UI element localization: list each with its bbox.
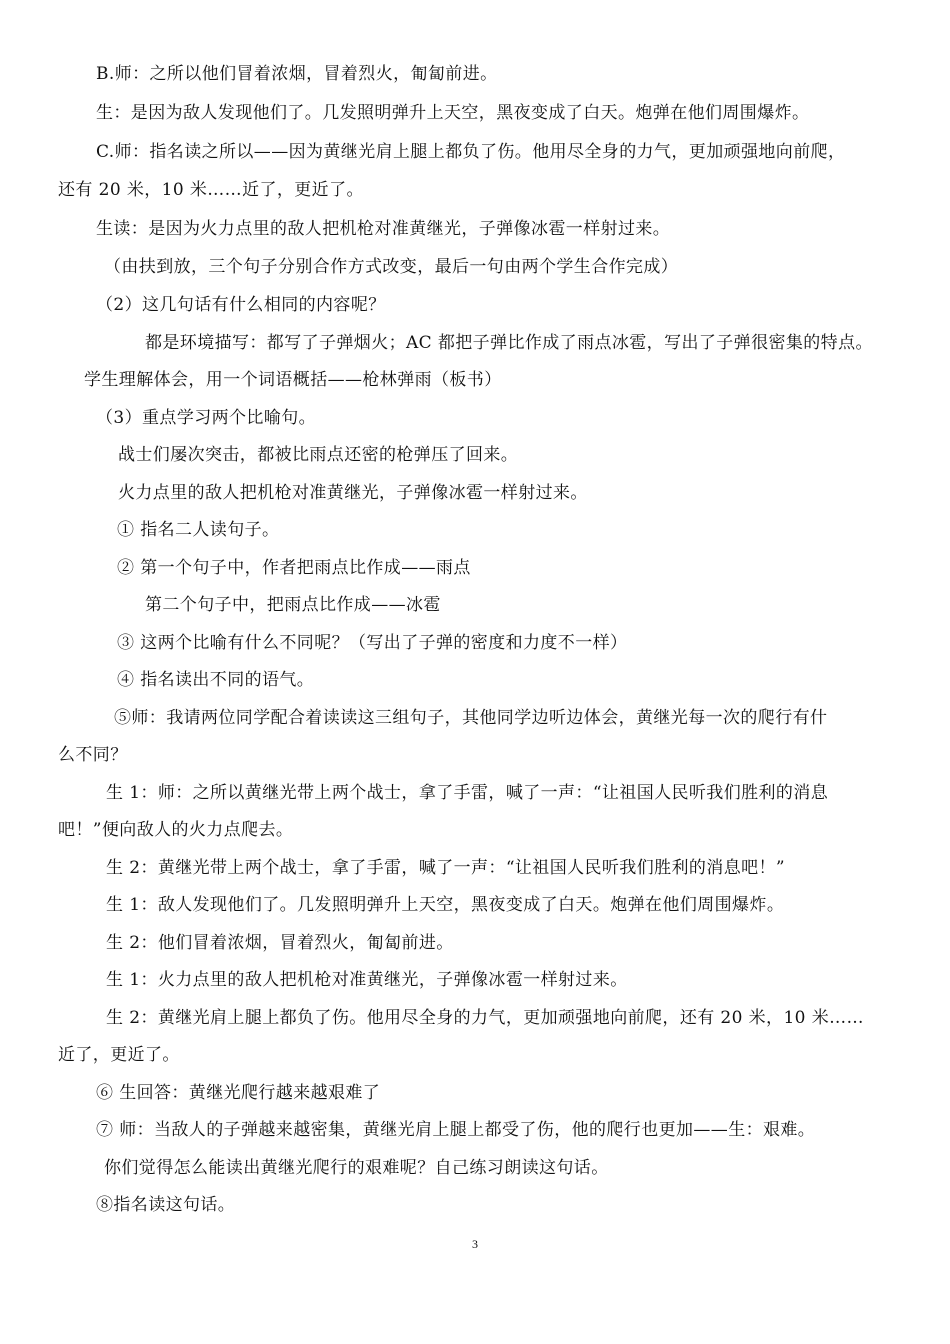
dialogue-s1-a-cont: 吧！”便向敌人的火力点爬去。	[58, 820, 294, 840]
step-8: ⑧指名读这句话。	[96, 1195, 236, 1215]
dialogue-s1-a: 生 1：师：之所以黄继光带上两个战士，拿了手雷，喊了一声：“让祖国人民听我们胜利的消息	[106, 783, 829, 803]
dialogue-s1-b: 生 1：敌人发现他们了。几发照明弹升上天空，黑夜变成了白天。炮弹在他们周围爆炸。	[106, 895, 785, 915]
step-1: ① 指名二人读句子。	[117, 520, 280, 540]
dialogue-s1-c: 生 1：火力点里的敌人把机枪对准黄继光，子弹像冰雹一样射过来。	[106, 970, 628, 990]
example-sentence-1: 战士们屡次突击，都被比雨点还密的枪弹压了回来。	[118, 445, 519, 465]
dialogue-s2-b: 生 2：他们冒着浓烟，冒着烈火，匍匐前进。	[106, 933, 454, 953]
page-number: 3	[472, 1237, 478, 1251]
step-2-cont: 第二个句子中，把雨点比作成——冰雹	[145, 595, 441, 615]
paragraph-c-teacher-cont: 还有 20 米，10 米……近了，更近了。	[58, 180, 364, 200]
step-4: ④ 指名读出不同的语气。	[117, 670, 315, 690]
dialogue-s2-c: 生 2：黄继光肩上腿上都负了伤。他用尽全身的力气，更加顽强地向前爬，还有 20 米，10 米……	[106, 1008, 864, 1028]
step-5: ⑤师：我请两位同学配合着读读这三组句子，其他同学边听边体会，黄继光每一次的爬行有什	[114, 708, 828, 728]
paragraph-b-teacher: B.师：之所以他们冒着浓烟，冒着烈火，匍匐前进。	[96, 64, 498, 84]
dialogue-s2-a: 生 2：黄继光带上两个战士，拿了手雷，喊了一声：“让祖国人民听我们胜利的消息吧！”	[106, 858, 785, 878]
step-6: ⑥ 生回答：黄继光爬行越来越艰难了	[96, 1083, 381, 1103]
paragraph-summary: 学生理解体会，用一个词语概括——枪林弹雨（板书）	[84, 370, 502, 390]
paragraph-answer-2: 都是环境描写：都写了子弹烟火；AC 都把子弹比作成了雨点冰雹，写出了子弹很密集的特点。	[145, 333, 873, 353]
paragraph-note: （由扶到放，三个句子分别合作方式改变，最后一句由两个学生合作完成）	[104, 257, 679, 277]
step-7: ⑦ 师：当敌人的子弹越来越密集，黄继光肩上腿上都受了伤，他的爬行也更加——生：艰难。	[96, 1120, 816, 1140]
section-heading-2: （2）这几句话有什么相同的内容呢？	[96, 295, 386, 315]
section-heading-3: （3）重点学习两个比喻句。	[96, 408, 317, 428]
step-2: ② 第一个句子中，作者把雨点比作成——雨点	[117, 558, 471, 578]
step-3: ③ 这两个比喻有什么不同呢？（写出了子弹的密度和力度不一样）	[117, 633, 628, 653]
example-sentence-2: 火力点里的敌人把机枪对准黄继光，子弹像冰雹一样射过来。	[118, 483, 588, 503]
step-7-cont: 你们觉得怎么能读出黄继光爬行的艰难呢？自己练习朗读这句话。	[104, 1158, 609, 1178]
paragraph-student-read: 生读：是因为火力点里的敌人把机枪对准黄继光，子弹像冰雹一样射过来。	[96, 219, 671, 239]
dialogue-s2-c-cont: 近了，更近了。	[58, 1045, 180, 1065]
paragraph-c-teacher: C.师：指名读之所以——因为黄继光肩上腿上都负了伤。他用尽全身的力气，更加顽强地向前爬，	[96, 142, 846, 162]
paragraph-student-reply: 生：是因为敌人发现他们了。几发照明弹升上天空，黑夜变成了白天。炮弹在他们周围爆炸。	[96, 103, 810, 123]
step-5-cont: 么不同？	[58, 745, 128, 765]
